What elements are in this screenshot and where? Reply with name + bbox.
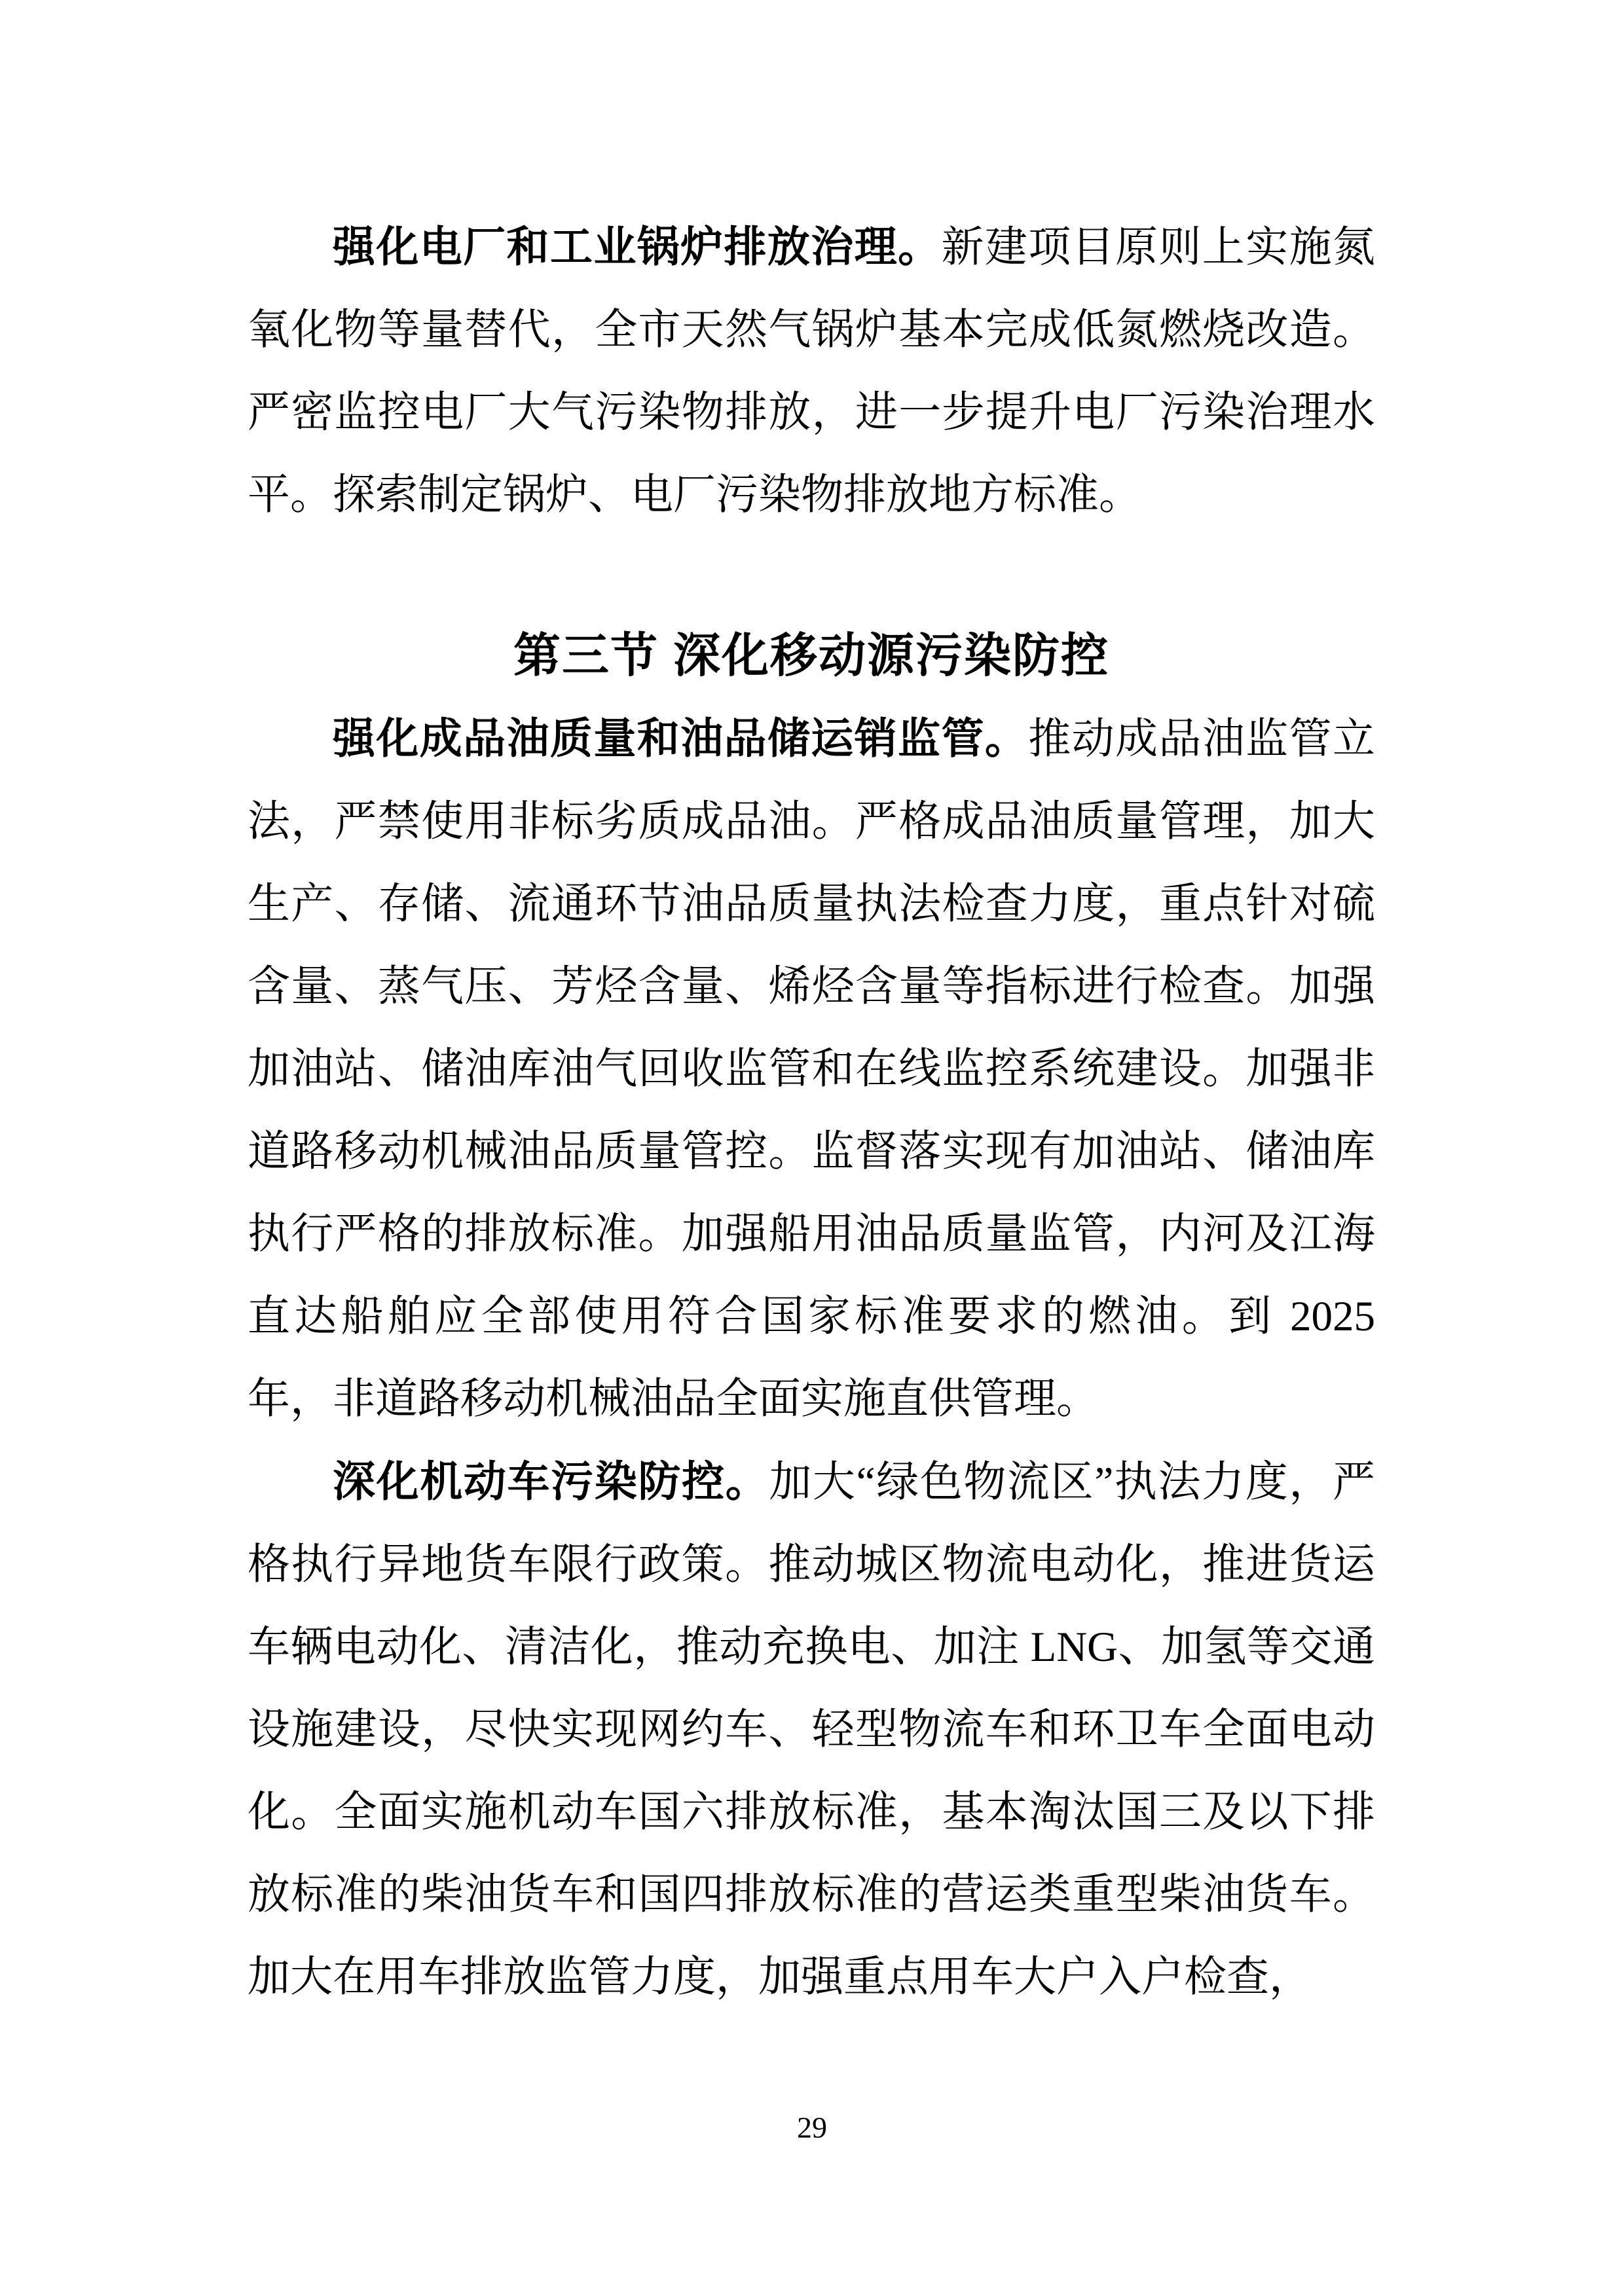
- paragraph-vehicle-pollution: [248, 1440, 1375, 2018]
- paragraph-fuel-quality-text: 推动成品油监管立法，严禁使用非标劣质成品油。严格成品油质量管理，加大生产、存储、流通环节油品质量执法检查力度，重点针对硫含量、蒸气压、芳烃含量、烯烃含量等指标进行检查。加强加油站、储油库油气回收监管和在线监控系统建设。加强非道路移动机械油品质量管控。监督落实现有加油站、储油库执行严格的排放标准。加强船用油品质量监管，内河及江海直达船舶应全部使用符合国家标准要求的燃油。到 2025 年，非道路移动机械油品全面实施直供管理。: [248, 716, 1375, 1423]
- text-block: [248, 206, 1375, 2018]
- paragraph-vehicle-pollution-text: 加大“绿色物流区”执法力度，严格执行异地货车限行政策。推动城区物流电动化，推进货运车辆电动化、清洁化，推动充换电、加注 LNG、加氢等交通设施建设，尽快实现网约车、轻型物流车和环卫车全面电动化。全面实施机动车国六排放标准，基本淘汰国三及以下排放标准的柴油货车和国四排放标准的营运类重型柴油货车。加大在用车排放监管力度，加强重点用车大户入户检查，: [248, 1459, 1375, 2001]
- page-number: 29: [797, 2111, 827, 2144]
- paragraph-vehicle-pollution-lead: 深化机动车污染防控。: [333, 1457, 769, 1505]
- paragraph-boiler-emission-text: 新建项目原则上实施氮氧化物等量替代，全市天然气锅炉基本完成低氮燃烧改造。严密监控电厂大气污染物排放，进一步提升电厂污染治理水平。探索制定锅炉、电厂污染物排放地方标准。: [248, 224, 1375, 519]
- paragraph-boiler-emission: [248, 206, 1375, 536]
- paragraph-fuel-quality: [248, 697, 1375, 1440]
- paragraph-fuel-quality-lead: 强化成品油质量和油品储运销监管。: [333, 714, 1029, 762]
- section-heading: 第三节 深化移动源污染防控: [513, 630, 1109, 682]
- paragraph-boiler-emission-lead: 强化电厂和工业锅炉排放治理。: [333, 223, 942, 270]
